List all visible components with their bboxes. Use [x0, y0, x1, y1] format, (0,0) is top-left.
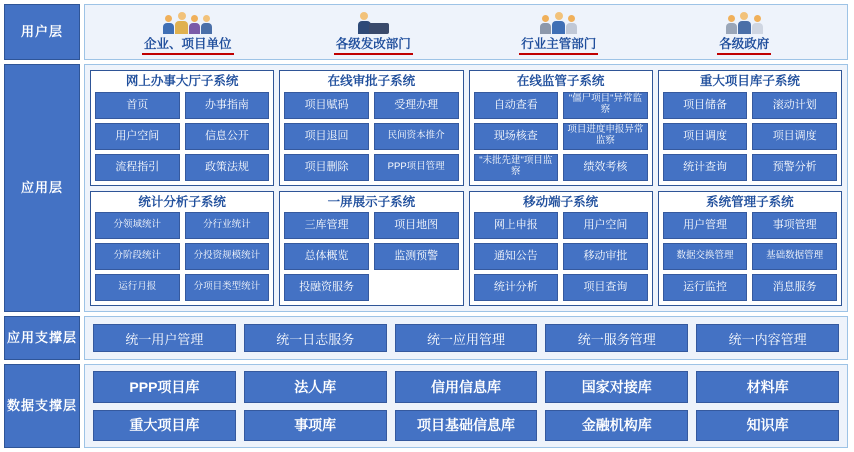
subsystem-title: 系统管理子系统	[706, 194, 794, 209]
user-role-item[interactable]	[669, 6, 819, 55]
module-chip[interactable]: 预警分析	[752, 154, 837, 181]
module-chip[interactable]: 总体概览	[284, 243, 369, 270]
data-support-layer-band	[4, 364, 848, 448]
data-support-layer-label: 数据支撑层	[4, 364, 80, 448]
subsystem-title: 重大项目库子系统	[699, 74, 800, 88]
module-chip[interactable]: "未批先建"项目监察	[474, 154, 559, 181]
data-chip[interactable]: 重大项目库	[93, 410, 236, 442]
user-layer-label: 用户层	[4, 4, 80, 60]
subsystem-modules	[95, 212, 269, 301]
subsystem-modules	[284, 212, 458, 301]
subsystem-statistical-analysis	[90, 191, 274, 307]
user-role-label: 企业、项目单位	[142, 34, 234, 55]
people-group-icon	[726, 6, 763, 34]
data-support-layer-panel	[84, 364, 848, 448]
application-layer-panel	[84, 64, 848, 312]
module-chip[interactable]: 项目赋码	[284, 92, 369, 119]
module-chip[interactable]: 分领域统计	[95, 212, 180, 239]
application-layer-label: 应用层	[4, 64, 80, 312]
module-chip[interactable]: 消息服务	[752, 274, 837, 301]
data-repository-grid	[85, 365, 847, 447]
user-role-item[interactable]	[113, 6, 263, 55]
application-support-layer-band	[4, 316, 848, 360]
subsystem-title: 在线审批子系统	[327, 74, 416, 88]
module-chip[interactable]: 项目删除	[284, 154, 369, 181]
module-chip[interactable]: 网上申报	[474, 212, 559, 239]
subsystem-title: 一屏展示子系统	[327, 194, 416, 209]
subsystem-title: 在线监管子系统	[516, 74, 605, 88]
data-chip[interactable]: 项目基础信息库	[395, 410, 538, 442]
user-layer-panel	[84, 4, 848, 60]
module-chip[interactable]: 滚动计划	[752, 92, 837, 119]
module-chip[interactable]: 分阶段统计	[95, 243, 180, 270]
application-support-layer-panel	[84, 316, 848, 360]
module-chip[interactable]: 用户空间	[95, 123, 180, 150]
module-chip[interactable]: 分项目类型统计	[185, 274, 270, 301]
module-chip[interactable]: 分行业统计	[185, 212, 270, 239]
subsystem-major-project-library	[658, 70, 842, 186]
subsystem-modules	[474, 92, 648, 181]
subsystem-modules	[474, 212, 648, 301]
subsystem-system-management	[658, 191, 842, 307]
module-chip[interactable]: 统计查询	[663, 154, 748, 181]
module-chip[interactable]: 流程指引	[95, 154, 180, 181]
subsystem-modules	[95, 92, 269, 181]
user-role-label: 各级政府	[717, 34, 771, 55]
module-chip[interactable]: 受理办理	[374, 92, 459, 119]
data-chip[interactable]: 知识库	[696, 410, 839, 442]
support-service-row	[85, 317, 847, 359]
user-role-label: 行业主管部门	[519, 34, 598, 55]
module-chip[interactable]: 项目地图	[374, 212, 459, 239]
subsystem-modules	[663, 212, 837, 301]
module-chip[interactable]: 现场核查	[474, 123, 559, 150]
module-chip[interactable]: 用户管理	[663, 212, 748, 239]
data-chip[interactable]: 事项库	[244, 410, 387, 442]
user-role-item[interactable]	[484, 6, 634, 55]
data-chip[interactable]: 法人库	[244, 371, 387, 403]
data-chip[interactable]: 国家对接库	[545, 371, 688, 403]
module-chip[interactable]: 运行监控	[663, 274, 748, 301]
module-chip[interactable]: 民间资本推介	[374, 123, 459, 150]
user-role-label: 各级发改部门	[334, 34, 413, 55]
support-chip[interactable]: 统一应用管理	[395, 324, 538, 352]
user-role-item[interactable]	[298, 6, 448, 55]
support-chip[interactable]: 统一日志服务	[244, 324, 387, 352]
module-chip[interactable]: PPP项目管理	[374, 154, 459, 181]
subsystem-online-approval	[279, 70, 463, 186]
module-chip[interactable]: 通知公告	[474, 243, 559, 270]
subsystem-online-service-hall	[90, 70, 274, 186]
module-chip[interactable]: 运行月报	[95, 274, 180, 301]
people-group-icon	[540, 6, 577, 34]
module-chip[interactable]: 政策法规	[185, 154, 270, 181]
module-chip[interactable]: 项目进度申报异常监察	[563, 123, 648, 150]
module-chip[interactable]: 自动查看	[474, 92, 559, 119]
subsystem-modules	[284, 92, 458, 181]
module-chip[interactable]: 用户空间	[563, 212, 648, 239]
data-chip[interactable]: 金融机构库	[545, 410, 688, 442]
support-chip[interactable]: 统一用户管理	[93, 324, 236, 352]
module-chip[interactable]: 三库管理	[284, 212, 369, 239]
module-chip[interactable]: 项目储备	[663, 92, 748, 119]
module-chip[interactable]: 项目调度	[752, 123, 837, 150]
module-chip[interactable]: 办事指南	[185, 92, 270, 119]
user-layer-band	[4, 4, 848, 60]
data-chip[interactable]: 材料库	[696, 371, 839, 403]
module-chip[interactable]: 基础数据管理	[752, 243, 837, 270]
people-group-icon	[163, 6, 212, 34]
application-support-layer-label: 应用支撑层	[4, 316, 80, 360]
subsystem-grid	[85, 65, 847, 311]
module-chip[interactable]: 统计分析	[474, 274, 559, 301]
module-chip[interactable]: 项目退回	[284, 123, 369, 150]
data-chip[interactable]: 信用信息库	[395, 371, 538, 403]
support-chip[interactable]: 统一服务管理	[545, 324, 688, 352]
subsystem-one-screen-display	[279, 191, 463, 307]
subsystem-mobile-client	[469, 191, 653, 307]
user-role-row	[85, 5, 847, 59]
module-chip[interactable]: 投融资服务	[284, 274, 369, 301]
subsystem-title: 网上办事大厅子系统	[125, 74, 239, 88]
module-chip[interactable]: 分投资规模统计	[185, 243, 270, 270]
module-chip[interactable]: 监测预警	[374, 243, 459, 270]
module-chip[interactable]: 数据交换管理	[663, 243, 748, 270]
subsystem-title: 统计分析子系统	[138, 194, 226, 209]
officer-with-laptop-icon	[358, 6, 389, 34]
subsystem-online-supervision	[469, 70, 653, 186]
module-chip[interactable]: 移动审批	[563, 243, 648, 270]
module-chip[interactable]: "僵尸项目"异常监察	[563, 92, 648, 119]
subsystem-modules	[663, 92, 837, 181]
module-chip[interactable]: 项目查询	[563, 274, 648, 301]
support-chip[interactable]: 统一内容管理	[696, 324, 839, 352]
subsystem-title: 移动端子系统	[523, 194, 599, 209]
application-layer-band	[4, 64, 848, 312]
module-chip[interactable]: 信息公开	[185, 123, 270, 150]
module-chip[interactable]: 绩效考核	[563, 154, 648, 181]
module-chip[interactable]: 项目调度	[663, 123, 748, 150]
data-chip[interactable]: PPP项目库	[93, 371, 236, 403]
module-chip[interactable]: 事项管理	[752, 212, 837, 239]
module-chip[interactable]: 首页	[95, 92, 180, 119]
